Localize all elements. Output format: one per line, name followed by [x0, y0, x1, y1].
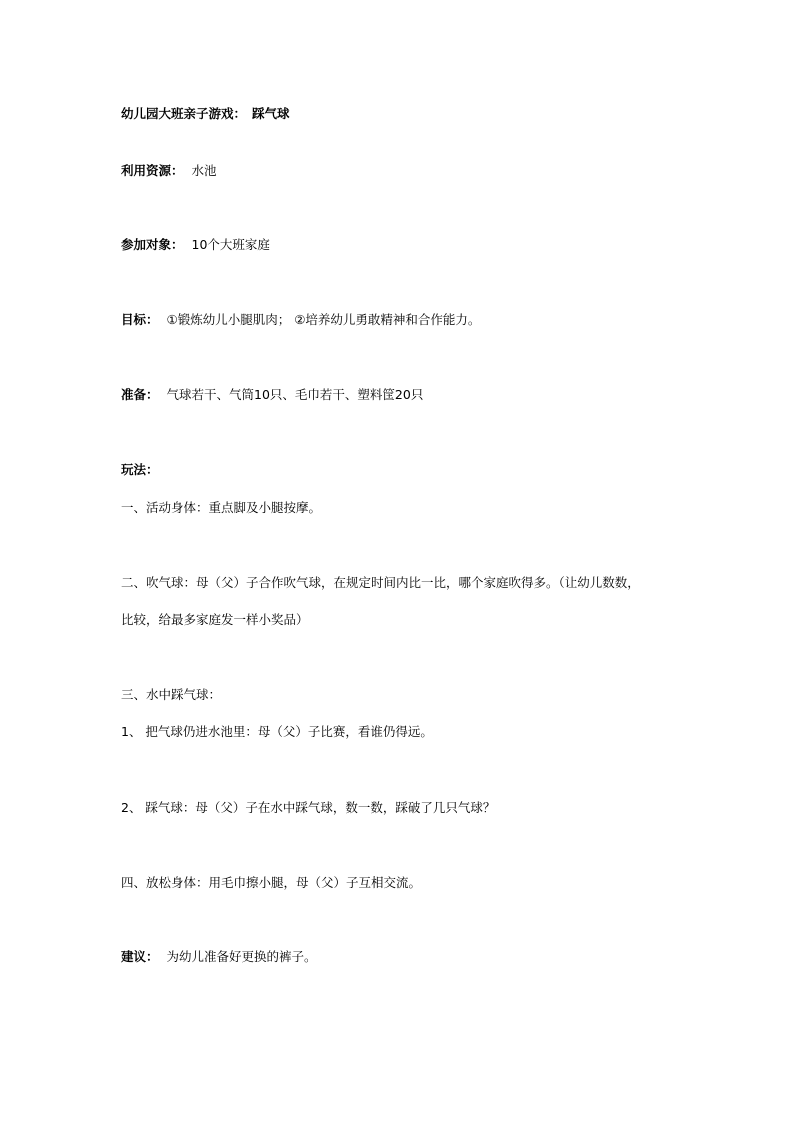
- step-4: [121, 875, 421, 891]
- document-title: [121, 106, 290, 122]
- step-1: [121, 500, 321, 516]
- participants-line: [121, 237, 270, 253]
- step-2-line-2: [121, 612, 309, 628]
- goals-label: 目标：: [121, 312, 159, 327]
- goals-line: [121, 312, 480, 328]
- resources-value: 水池: [191, 163, 217, 178]
- step-1-text: 一、活动身体：重点脚及小腿按摩。: [121, 500, 322, 515]
- step-3-sub-2-text: 2、 踩气球：母（父）子在水中踩气球，数一数，踩破了几只气球？: [121, 800, 496, 815]
- title-label: 幼儿园大班亲子游戏：: [121, 106, 247, 121]
- title-value: 踩气球: [252, 106, 290, 121]
- prep-label: 准备：: [121, 387, 159, 402]
- advice-line: [121, 949, 317, 965]
- step-2-text-1: 二、吹气球：母（父）子合作吹气球，在规定时间内比一比，哪个家庭吹得多。（让幼儿数数，: [121, 575, 640, 590]
- participants-value: 10个大班家庭: [191, 237, 270, 252]
- step-2-line-1: [121, 575, 640, 591]
- prep-line: [121, 387, 423, 403]
- step-3: [121, 687, 221, 703]
- step-3-sub-1: [121, 724, 433, 740]
- step-3-sub-1-text: 1、 把气球仍进水池里：母（父）子比赛，看谁仍得远。: [121, 724, 433, 739]
- participants-label: 参加对象：: [121, 237, 184, 252]
- step-3-text: 三、水中踩气球：: [121, 687, 222, 702]
- step-2-text-2: 比较，给最多家庭发一样小奖品）: [121, 612, 309, 627]
- play-heading: [121, 462, 159, 478]
- advice-value: 为幼儿准备好更换的裤子。: [166, 949, 317, 964]
- step-4-text: 四、放松身体：用毛巾擦小腿，母（父）子互相交流。: [121, 875, 422, 890]
- play-label: 玩法：: [121, 462, 159, 477]
- goals-value: ①锻炼幼儿小腿肌肉； ②培养幼儿勇敢精神和合作能力。: [166, 312, 481, 327]
- resources-label: 利用资源：: [121, 163, 184, 178]
- resources-line: [121, 163, 217, 179]
- step-3-sub-2: [121, 800, 495, 816]
- prep-value: 气球若干、气筒10只、毛巾若干、塑料筐20只: [166, 387, 424, 402]
- advice-label: 建议：: [121, 949, 159, 964]
